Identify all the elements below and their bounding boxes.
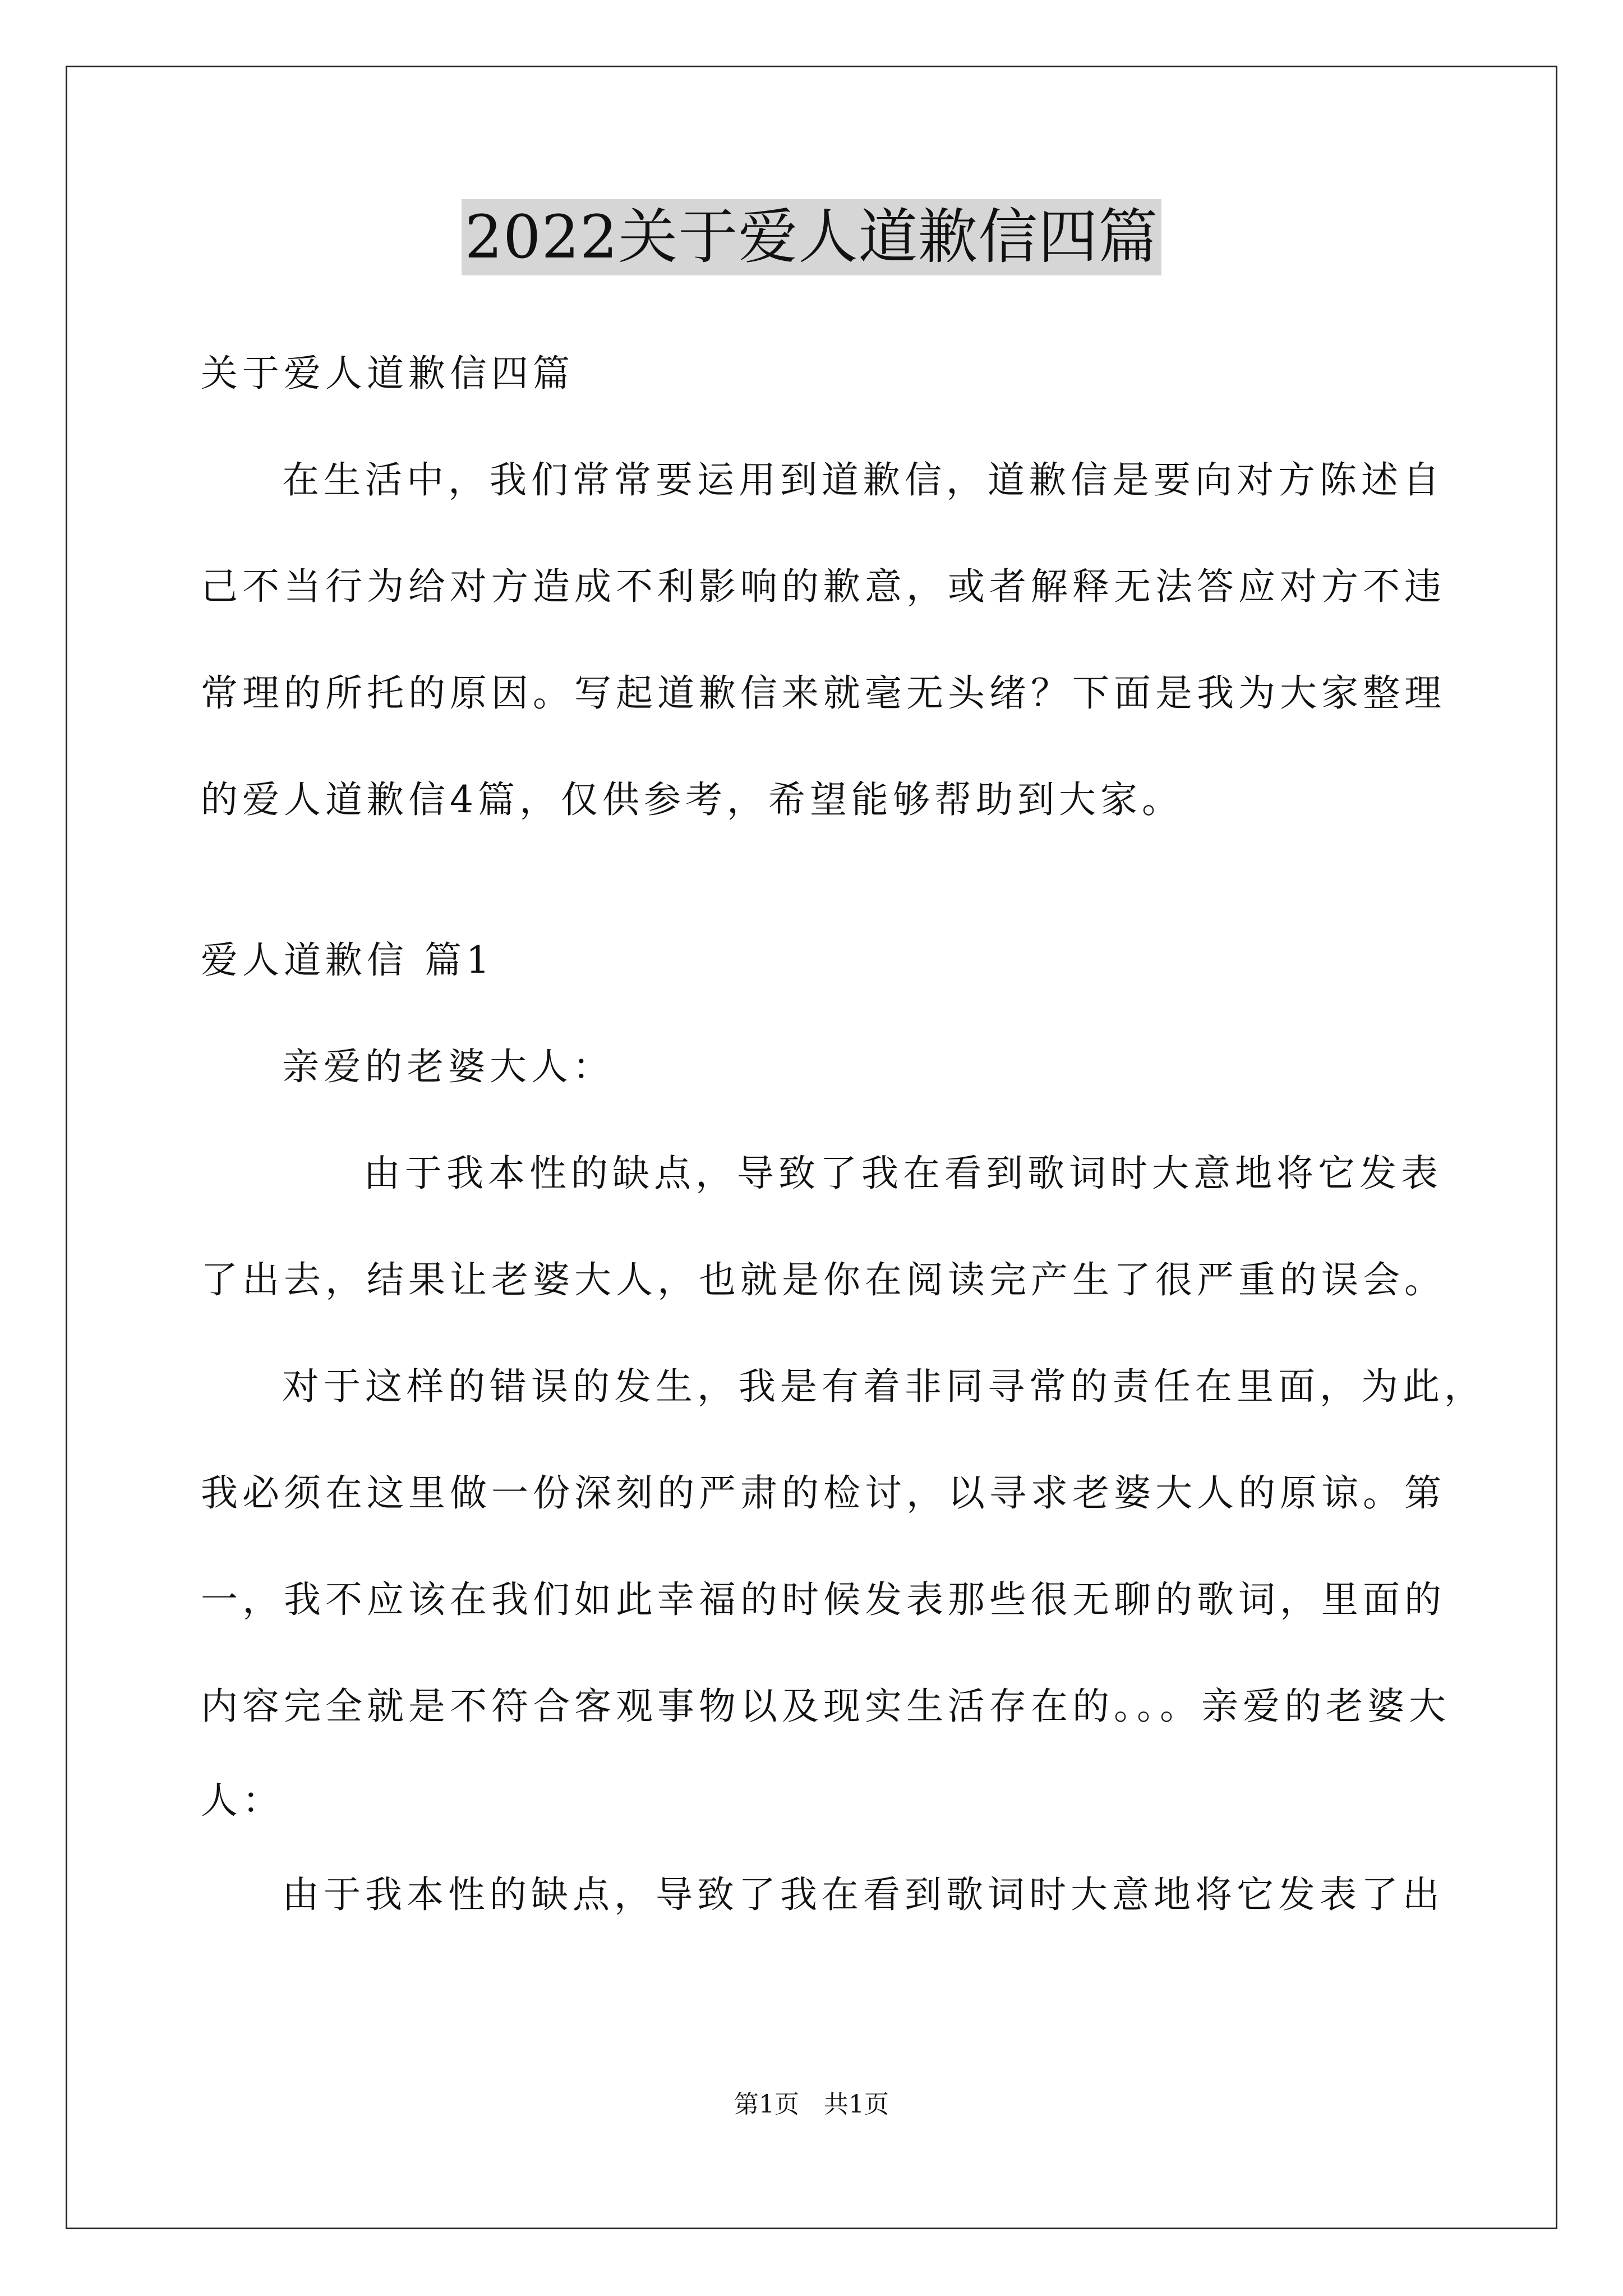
paragraph-line: 在生活中，我们常常要运用到道歉信，道歉信是要向对方陈述自	[282, 458, 1444, 501]
paragraph-line: 对于这样的错误的发生，我是有着非同寻常的责任在里面，为此，	[282, 1365, 1486, 1408]
page-footer: 第1页 共1页	[734, 2090, 889, 2119]
paragraph-line: 由于我本性的缺点，导致了我在看到歌词时大意地将它发表	[363, 1152, 1442, 1195]
paragraph-line: 我必须在这里做一份深刻的严肃的检讨，以寻求老婆大人的原谅。第	[201, 1471, 1446, 1515]
title-container	[0, 199, 1623, 275]
paragraph-line: 内容完全就是不符合客观事物以及现实生活存在的。。。亲爱的老婆大	[201, 1685, 1450, 1728]
paragraph-line: 了出去，结果让老婆大人，也就是你在阅读完产生了很严重的误会。	[201, 1258, 1446, 1301]
paragraph-line: 己不当行为给对方造成不利影响的歉意，或者解释无法答应对方不违	[201, 565, 1446, 608]
section-heading: 爱人道歉信 篇1	[201, 938, 494, 982]
paragraph-line: 由于我本性的缺点，导致了我在看到歌词时大意地将它发表了出	[282, 1873, 1444, 1916]
salutation-line: 亲爱的老婆大人：	[282, 1045, 614, 1088]
paragraph-line: 常理的所托的原因。写起道歉信来就毫无头绪？下面是我为大家整理	[201, 671, 1446, 715]
subtitle-line: 关于爱人道歉信四篇	[201, 352, 574, 395]
paragraph-line: 人：	[201, 1779, 284, 1822]
paragraph-line: 的爱人道歉信4篇，仅供参考，希望能够帮助到大家。	[201, 778, 1183, 821]
document-body	[201, 314, 1486, 1922]
paragraph-line: 一，我不应该在我们如此幸福的时候发表那些很无聊的歌词，里面的	[201, 1578, 1446, 1621]
document-title: 2022关于爱人道歉信四篇	[462, 199, 1162, 275]
